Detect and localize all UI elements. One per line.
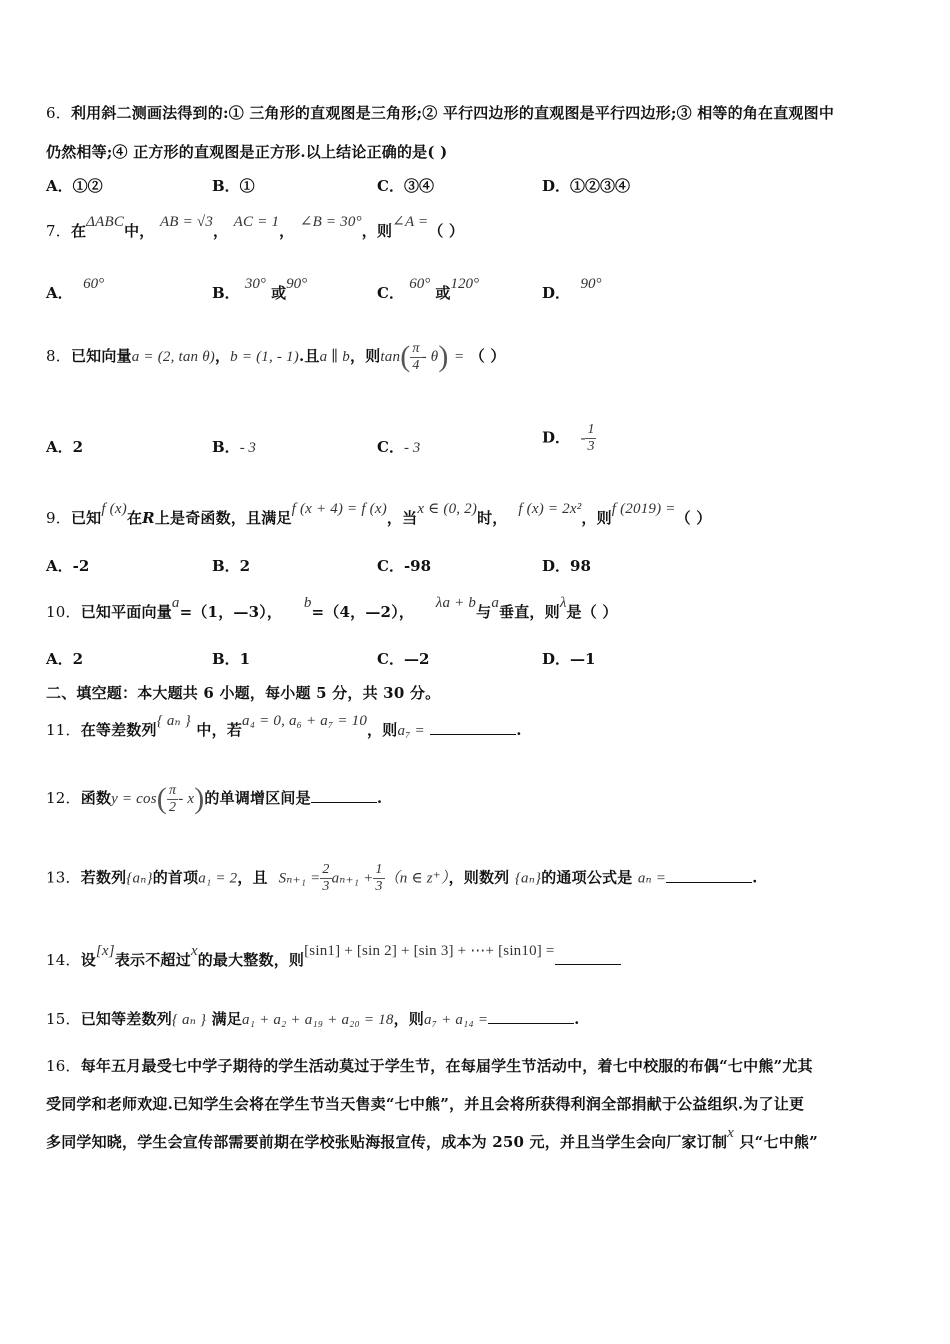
q9-text: 在 xyxy=(126,509,143,527)
q9-text: 上是奇函数，且满足 xyxy=(154,509,292,527)
option-label: A． xyxy=(46,438,73,456)
q8-text: ， xyxy=(214,347,231,365)
option-math: 90° xyxy=(286,276,308,292)
q7-option-a xyxy=(46,276,105,303)
q10-text: =（4，—2）， xyxy=(311,603,415,621)
q6-option-c: C．③④ xyxy=(377,177,434,195)
denominator: 3 xyxy=(375,879,383,894)
q13-answer-blank[interactable] xyxy=(666,868,752,883)
q8-option-a xyxy=(46,436,83,457)
q6-option-a: A．①② xyxy=(46,177,103,195)
q9-number: 9． xyxy=(46,509,71,527)
q6-line2: 仍然相等;④ 正方形的直观图是正方形.以上结论正确的是( ) xyxy=(46,143,448,161)
q10-math-a: a xyxy=(491,595,500,611)
q11-text: 中，若 xyxy=(196,721,243,739)
q14-math-sum: [sin1] + [sin 2] + [sin 3] + ⋯+ [sin10] = xyxy=(304,943,555,959)
q8-option-b xyxy=(212,436,256,457)
q10-text: 垂直，则 xyxy=(499,603,560,621)
q15-text: . xyxy=(574,1010,580,1028)
q13-math-an: aₙ = xyxy=(637,870,667,887)
q14-number: 14． xyxy=(46,951,81,969)
q16-number: 16． xyxy=(46,1057,81,1075)
q8-line xyxy=(46,340,506,374)
q8-math-vector-a: a = (2, tan θ) xyxy=(131,349,215,365)
section-heading: 二、填空题：本大题共 6 小题，每小题 5 分，共 30 分。 xyxy=(46,684,441,702)
q6-option-d: D．①②③④ xyxy=(542,177,631,195)
q10-math-combination: λa + b xyxy=(435,595,477,611)
q9-option-b: B．2 xyxy=(212,557,251,575)
q15-math-target: a₇ + a₁₄ = xyxy=(424,1012,489,1028)
q13-text: 的首项 xyxy=(152,868,199,887)
q11-math-condition: a₄ = 0, a₆ + a₇ = 10 xyxy=(242,713,368,729)
q7-option-c xyxy=(377,276,479,303)
q8-text: （ ） xyxy=(469,347,506,365)
q7-math-ab: AB = √3 xyxy=(159,214,214,230)
q13-math-domain: （n ∈ z⁺） xyxy=(384,870,449,887)
q8-math-parallel: a ∥ b xyxy=(319,349,350,365)
option-or: 或 xyxy=(435,284,451,302)
q7-math-angle-b: ∠B = 30° xyxy=(299,214,362,230)
q13-text: 的通项公式是 xyxy=(541,868,633,887)
q10-math-b: b xyxy=(303,595,312,611)
q13-math-sequence: {aₙ} xyxy=(514,870,542,887)
option-label: A． xyxy=(46,284,73,302)
q10-option-a: A．2 xyxy=(46,650,84,668)
q9-text: ，当 xyxy=(386,509,418,527)
q10-math-lambda: λ xyxy=(559,595,567,611)
q9-math-definition: f (x) = 2x² xyxy=(518,501,582,517)
q16-line3 xyxy=(46,1125,818,1152)
q9-math-interval: x ∈ (0, 2) xyxy=(417,501,478,517)
q12-text: 的单调增区间是 xyxy=(204,789,311,807)
q15-answer-blank[interactable] xyxy=(488,1009,574,1024)
option-value: 2 xyxy=(72,438,84,456)
q6-line1 xyxy=(46,102,834,123)
q15-text: ，则 xyxy=(393,1010,424,1028)
q15-line xyxy=(46,1008,580,1029)
q16-line2: 受同学和老师欢迎.已知学生会将在学生节当天售卖“七中熊”，并且会将所获得利润全部捐献于公益组织.为了让更 xyxy=(46,1095,805,1113)
option-label: C． xyxy=(377,284,404,302)
q9-option-c: C．-98 xyxy=(377,557,432,575)
option-label: D． xyxy=(542,284,571,302)
q10-text: 与 xyxy=(476,603,492,621)
q7-option-d xyxy=(542,276,602,303)
q11-text: . xyxy=(516,721,522,739)
numerator: 2 xyxy=(322,862,330,877)
q8-number: 8． xyxy=(46,347,71,365)
option-math: 90° xyxy=(580,276,602,292)
q10-text: =（1，—3）， xyxy=(179,603,283,621)
q9-line xyxy=(46,501,712,528)
denominator: 3 xyxy=(587,439,595,454)
q14-math-x: x xyxy=(190,943,198,959)
q9-math-period: f (x + 4) = f (x) xyxy=(291,501,387,517)
option-label: B． xyxy=(212,438,240,456)
q16-text1: 每年五月最受七中学子期待的学生活动莫过于学生节，在每届学生节活动中，着七中校服的布偶“七中熊”尤其 xyxy=(80,1057,813,1075)
q7-text: ， xyxy=(279,222,295,240)
q13-text: ，则数列 xyxy=(448,868,510,887)
q8-math-vector-b: b = (1, - 1) xyxy=(230,349,299,365)
q7-text: ， xyxy=(213,222,229,240)
numerator: π xyxy=(168,782,177,798)
q10-math-a: a xyxy=(171,595,180,611)
q8-fraction xyxy=(410,341,421,374)
q7-line xyxy=(46,214,465,241)
q14-text: 的最大整数，则 xyxy=(197,951,305,969)
denominator: 4 xyxy=(412,357,420,373)
q10-option-c: C．—2 xyxy=(377,650,430,668)
q7-text: 中， xyxy=(124,222,155,240)
q9-math-fx: f (x) xyxy=(101,501,127,517)
q13-line xyxy=(46,862,758,895)
right-paren: ) xyxy=(438,340,449,373)
q11-line xyxy=(46,713,522,740)
q11-text: ，则 xyxy=(367,721,398,739)
q12-answer-blank[interactable] xyxy=(311,788,377,803)
q8-math-eq: = xyxy=(453,349,465,365)
option-label: C． xyxy=(377,438,404,456)
denominator: 3 xyxy=(322,879,330,894)
q13-number: 13． xyxy=(46,868,81,887)
q9-math-f2019: f (2019) = xyxy=(611,501,676,517)
q11-answer-blank[interactable] xyxy=(430,720,516,735)
numerator: 1 xyxy=(587,422,595,437)
q12-math-y-cos: y = cos xyxy=(111,791,157,807)
q14-line xyxy=(46,943,621,970)
q9-option-d: D．98 xyxy=(542,557,591,575)
q8-option-c xyxy=(377,436,420,457)
q7-math-triangle: ΔABC xyxy=(86,214,125,230)
denominator: 2 xyxy=(168,799,177,815)
q8-text: 已知向量 xyxy=(70,347,132,365)
left-paren: ( xyxy=(156,782,167,815)
option-label: B． xyxy=(212,284,240,302)
q12-text: 函数 xyxy=(80,789,112,807)
q13-math-a-next: aₙ₊₁ + xyxy=(331,870,374,887)
q13-math-sequence: {aₙ} xyxy=(126,870,153,887)
q6-option-b: B．① xyxy=(212,177,255,195)
q12-text: . xyxy=(376,789,383,807)
q16-text3b: 只“七中熊” xyxy=(739,1133,818,1151)
q9-text: 时， xyxy=(477,509,508,527)
q6-number: 6． xyxy=(46,104,71,122)
option-or: 或 xyxy=(271,284,287,302)
q9-text: 已知 xyxy=(70,509,102,527)
q14-text: 表示不超过 xyxy=(114,951,191,969)
q13-text: 若数列 xyxy=(80,868,127,887)
left-paren: ( xyxy=(400,340,411,373)
q13-fraction-one-third xyxy=(373,862,384,895)
q10-option-b: B．1 xyxy=(212,650,251,668)
q9-text-r: R xyxy=(142,509,155,527)
q10-number: 10． xyxy=(46,603,81,621)
q13-math-s: Sₙ₊₁ = xyxy=(278,870,321,887)
numerator: 1 xyxy=(375,862,383,877)
q12-number: 12． xyxy=(46,789,81,807)
q11-math-a7: a₇ = xyxy=(397,723,425,739)
q8-text: .且 xyxy=(298,347,320,365)
q13-text: . xyxy=(752,868,758,887)
q11-math-sequence: { aₙ } xyxy=(156,713,191,729)
q12-math-minus-x: - x xyxy=(178,791,195,807)
q12-line xyxy=(46,782,382,816)
q14-answer-blank[interactable] xyxy=(555,950,621,965)
q14-math-floor: [x] xyxy=(95,943,115,959)
q6-text1: 利用斜二测画法得到的:① 三角形的直观图是三角形;② 平行四边形的直观图是平行四边形;③ 相等的角在直观图中 xyxy=(70,104,835,122)
q9-option-a: A．-2 xyxy=(46,557,90,575)
q13-fraction-two-thirds xyxy=(320,862,331,895)
q10-text: 已知平面向量 xyxy=(80,603,172,621)
q16-math-x: x xyxy=(727,1125,735,1141)
q15-text: 满足 xyxy=(211,1010,243,1028)
q7-math-ac: AC = 1 xyxy=(233,214,280,230)
q9-text: ，则 xyxy=(581,509,612,527)
q15-math-sequence: { aₙ } xyxy=(171,1012,207,1028)
q8-math-theta: - θ xyxy=(421,349,439,365)
q7-math-angle-a: ∠A = xyxy=(392,214,429,230)
option-value: - 3 xyxy=(239,440,256,456)
q8-option-d xyxy=(542,422,596,455)
q8-math-tan: tan xyxy=(380,349,401,365)
option-math: 60° xyxy=(83,276,105,292)
right-paren: ) xyxy=(194,782,205,815)
q8-text: ，则 xyxy=(350,347,381,365)
q13-text: ，且 xyxy=(237,868,268,887)
q10-option-d: D．—1 xyxy=(542,650,596,668)
q8-option-d-fraction xyxy=(585,422,596,455)
q9-text: （ ） xyxy=(675,509,712,527)
q11-text: 在等差数列 xyxy=(80,721,157,739)
q12-fraction xyxy=(167,783,178,816)
option-value: - xyxy=(580,430,586,447)
q13-math-a1: a₁ = 2 xyxy=(198,870,238,887)
q11-number: 11． xyxy=(46,721,81,739)
option-label: D． xyxy=(542,428,571,447)
q10-text: 是（ ） xyxy=(566,603,618,621)
q16-line1 xyxy=(46,1055,813,1076)
q14-text: 设 xyxy=(80,951,96,969)
q7-text: （ ） xyxy=(428,222,465,240)
q7-number: 7． xyxy=(46,222,71,240)
q15-number: 15． xyxy=(46,1010,81,1028)
option-math: 30° xyxy=(244,276,266,292)
option-math: 120° xyxy=(450,276,479,292)
q15-math-condition: a₁ + a₂ + a₁₉ + a₂₀ = 18 xyxy=(242,1012,394,1028)
q10-line xyxy=(46,595,618,622)
q7-text: 在 xyxy=(70,222,87,240)
q7-text: ，则 xyxy=(361,222,393,240)
option-value: - 3 xyxy=(403,440,421,456)
option-math: 60° xyxy=(409,276,431,292)
q15-text: 已知等差数列 xyxy=(80,1010,172,1028)
q7-option-b xyxy=(212,276,308,303)
numerator: π xyxy=(412,340,420,356)
q16-text3: 多同学知晓，学生会宣传部需要前期在学校张贴海报宣传，成本为 250 元，并且当学生会向厂家订制 xyxy=(46,1133,728,1151)
